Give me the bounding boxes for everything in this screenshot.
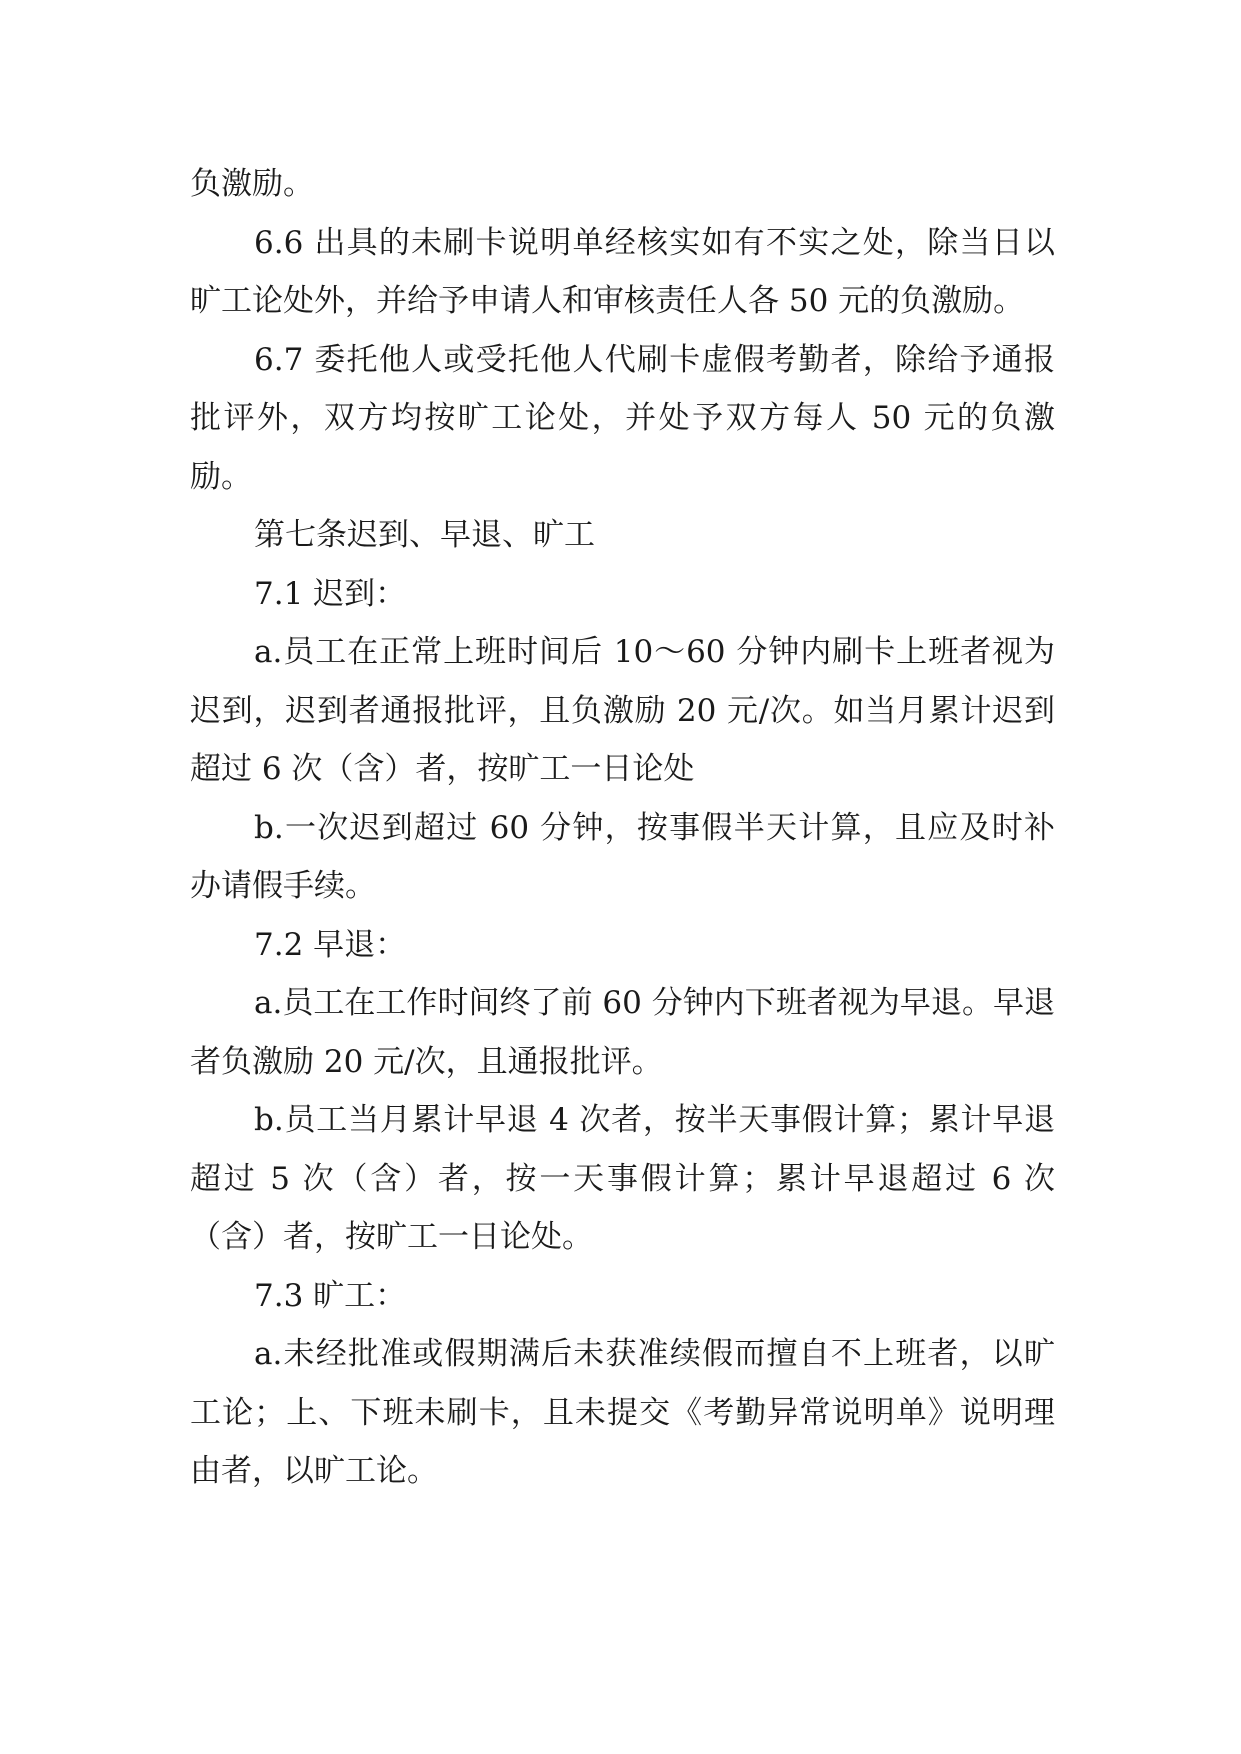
paragraph: a.员工在工作时间终了前 60 分钟内下班者视为早退。早退者负激励 20 元/次，且通报批评。	[190, 985, 1055, 1080]
document-body	[190, 155, 1055, 1501]
paragraph: b.员工当月累计早退 4 次者，按半天事假计算；累计早退超过 5 次（含）者，按一天事假计算；累计早退超过 6 次（含）者，按旷工一日论处。	[190, 1102, 1055, 1255]
subsection-heading: 7.2 早退：	[254, 926, 407, 963]
subsection-heading: 7.3 旷工：	[254, 1277, 407, 1314]
paragraph: 6.7 委托他人或受托他人代刷卡虚假考勤者，除给予通报批评外，双方均按旷工论处，并处予双方每人 50 元的负激励。	[190, 341, 1055, 495]
subsection-heading: 7.1 迟到：	[254, 575, 407, 612]
paragraph: 6.6 出具的未刷卡说明单经核实如有不实之处，除当日以旷工论处外，并给予申请人和审核责任人各 50 元的负激励。	[190, 224, 1055, 319]
paragraph: b.一次迟到超过 60 分钟，按事假半天计算，且应及时补办请假手续。	[190, 809, 1055, 904]
paragraph: a.员工在正常上班时间后 10～60 分钟内刷卡上班者视为迟到，迟到者通报批评，且负激励 20 元/次。如当月累计迟到超过 6 次（含）者，按旷工一日论处	[190, 634, 1055, 787]
paragraph: a.未经批准或假期满后未获准续假而擅自不上班者，以旷工论；上、下班未刷卡，且未提交《考勤异常说明单》说明理由者，以旷工论。	[190, 1336, 1055, 1489]
section-heading: 第七条迟到、早退、旷工	[254, 517, 595, 553]
paragraph: 负激励。	[190, 166, 314, 202]
